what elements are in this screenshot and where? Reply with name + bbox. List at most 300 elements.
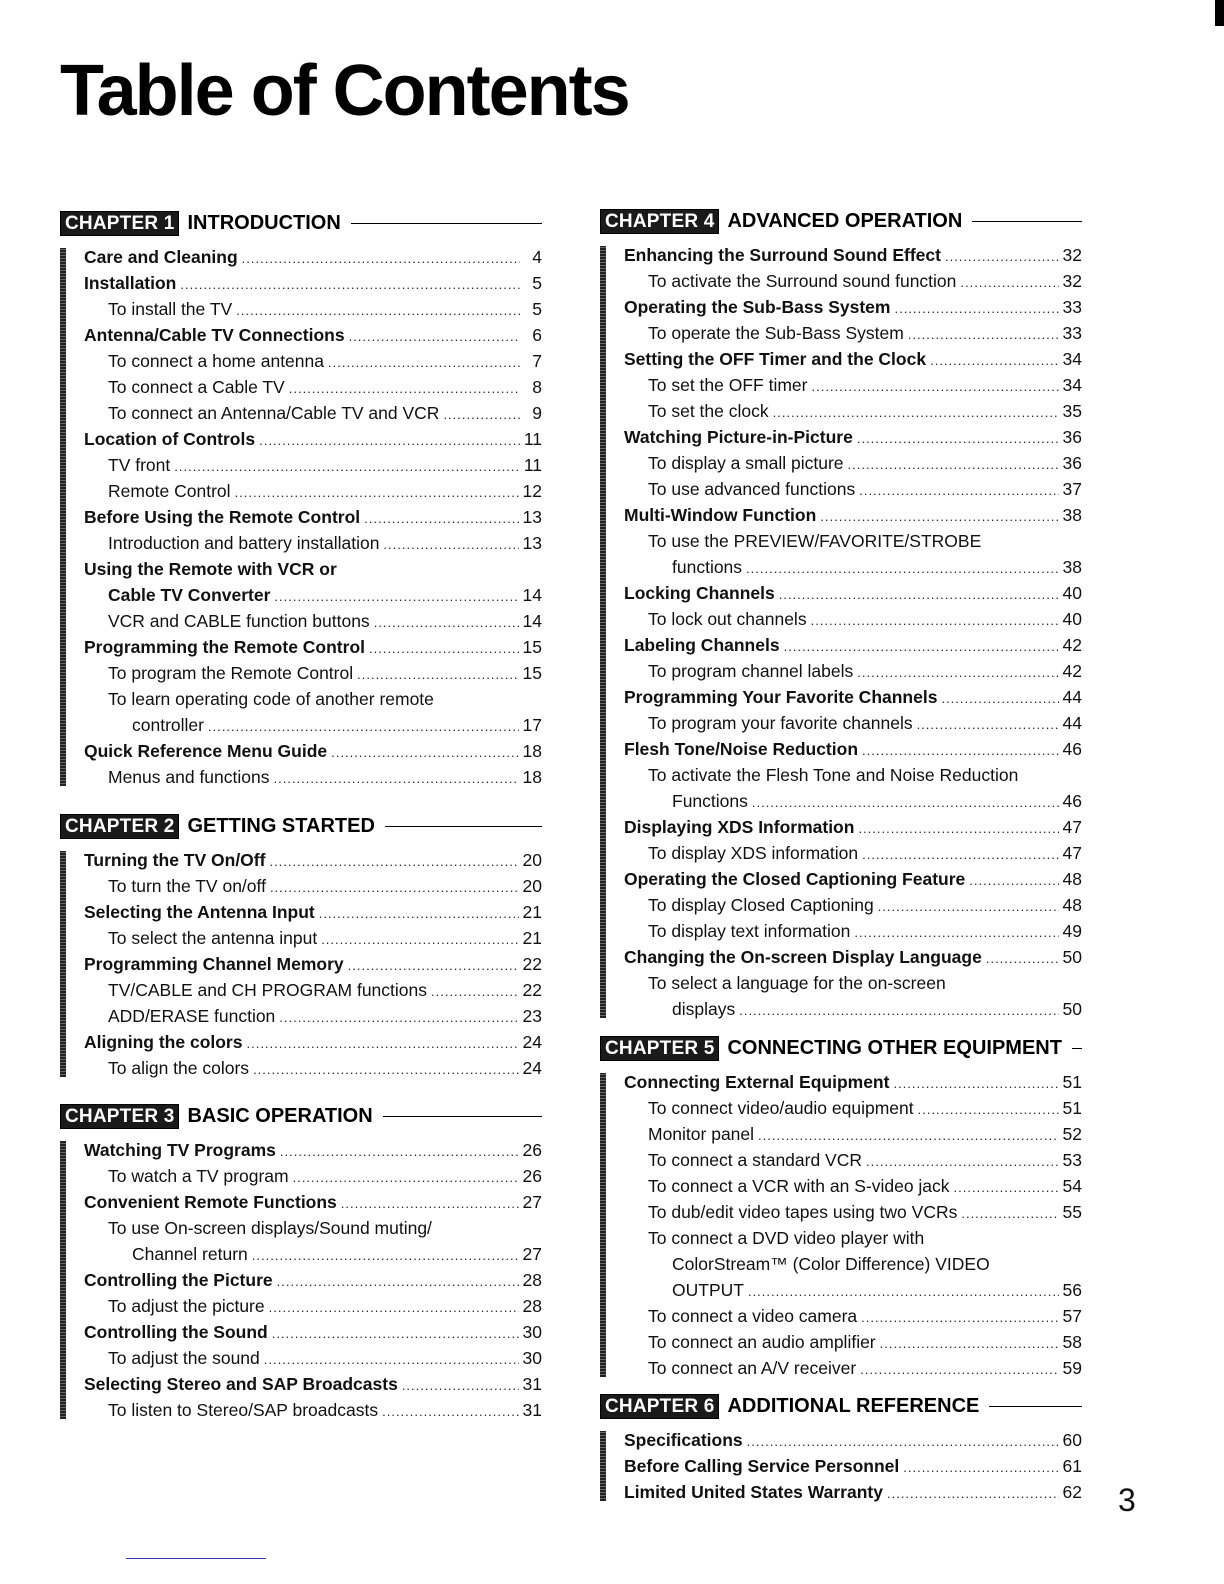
toc-entry[interactable] [624,762,1082,788]
toc-entry-page: 12 [522,481,542,501]
toc-entry[interactable] [624,996,1082,1022]
toc-entry-title: To use the PREVIEW/FAVORITE/STROBE [648,531,982,551]
toc-entry-title: To connect a VCR with an S-video jack [648,1176,950,1196]
toc-entry[interactable] [84,400,542,426]
toc-entry[interactable] [84,1371,542,1397]
dot-leader [811,374,1058,400]
toc-entry-title: To program channel labels [648,661,854,681]
toc-entry[interactable] [84,1055,542,1081]
toc-entry-page: 24 [522,1032,542,1052]
toc-entry[interactable] [84,556,542,582]
toc-entry[interactable] [84,244,542,270]
toc-entry[interactable] [624,1147,1082,1173]
toc-entry-title: To connect an A/V receiver [648,1358,857,1378]
toc-entry-title: Before Using the Remote Control [84,507,361,527]
toc-entry-title: To select a language for the on-screen [648,973,946,993]
toc-entry-title: Selecting Stereo and SAP Broadcasts [84,1374,398,1394]
dot-leader [784,634,1059,660]
chapter-1 [60,210,542,790]
toc-entry[interactable] [624,242,1082,268]
toc-entry[interactable] [84,1397,542,1423]
toc-entry[interactable] [624,1427,1082,1453]
toc-entry[interactable] [624,684,1082,710]
dot-leader [887,1481,1059,1507]
chapter-6 [600,1393,1082,1505]
toc-entry-title: To select the antenna input [108,928,318,948]
dot-leader [264,1347,519,1373]
dot-leader [866,1149,1059,1175]
dot-leader [857,426,1059,452]
dot-leader [861,1305,1058,1331]
toc-entry[interactable] [624,528,1082,554]
toc-entry[interactable] [84,1267,542,1293]
chapter-entries [600,1069,1082,1381]
dot-leader [986,946,1059,972]
toc-entry-page: 18 [522,767,542,787]
toc-entry-page: 46 [1062,739,1082,759]
toc-entry-title: Displaying XDS Information [624,817,855,837]
toc-entry-title: To connect a home antenna [108,351,324,371]
dot-leader [908,322,1059,348]
dot-leader [252,1243,519,1269]
dot-leader [894,296,1058,322]
dot-leader [858,816,1058,842]
toc-entry-page: 53 [1062,1150,1082,1170]
toc-entry[interactable] [624,424,1082,450]
toc-entry[interactable] [624,502,1082,528]
toc-entry-title: Labeling Channels [624,635,780,655]
chapter-badge: CHAPTER 4 [600,209,719,234]
toc-entry-page: 20 [522,850,542,870]
dot-leader [739,998,1058,1024]
toc-entry[interactable] [84,504,542,530]
toc-entry-title: To connect an audio amplifier [648,1332,876,1352]
toc-entry-page: 20 [522,876,542,896]
chapter-entries [60,244,542,790]
toc-entry[interactable] [84,1029,542,1055]
toc-entry-title: To set the clock [648,401,769,421]
toc-entry[interactable] [84,764,542,790]
chapter-entries [60,847,542,1081]
toc-entry-page: 15 [522,637,542,657]
chapter-header [600,1035,1082,1061]
chapter-rule [989,1406,1082,1407]
toc-entry-title: To learn operating code of another remote [108,689,434,709]
toc-entry[interactable] [624,294,1082,320]
dot-leader [174,454,520,480]
toc-entry[interactable] [624,1199,1082,1225]
toc-entry[interactable] [84,296,542,322]
toc-entry[interactable] [84,426,542,452]
dot-leader [364,506,518,532]
dot-leader [383,532,518,558]
toc-entry-page: 33 [1062,297,1082,317]
toc-entry-title: Enhancing the Surround Sound Effect [624,245,941,265]
toc-entry-page: 36 [1062,453,1082,473]
dot-leader [779,582,1059,608]
toc-entry[interactable] [84,660,542,686]
toc-entry[interactable] [84,1137,542,1163]
dot-leader [269,1295,519,1321]
toc-entry-title: Cable TV Converter [108,585,271,605]
toc-entry[interactable] [84,1163,542,1189]
chapter-side-bar [60,851,66,1077]
dot-leader [954,1175,1059,1201]
toc-entry-title: To lock out channels [648,609,807,629]
toc-entry-page: 60 [1062,1430,1082,1450]
toc-entry-title: Programming Your Favorite Channels [624,687,938,707]
toc-entry-page: 47 [1062,817,1082,837]
toc-entry[interactable] [84,374,542,400]
dot-leader [289,376,520,402]
toc-entry-page: 26 [522,1140,542,1160]
chapter-2 [60,813,542,1081]
toc-entry-page: 49 [1062,921,1082,941]
toc-entry[interactable] [84,738,542,764]
dot-leader [443,402,520,428]
toc-entry[interactable] [624,892,1082,918]
toc-entry-title: Programming the Remote Control [84,637,365,657]
toc-entry-title: Quick Reference Menu Guide [84,741,328,761]
toc-entry-title: To turn the TV on/off [108,876,266,896]
dot-leader [862,738,1059,764]
toc-entry-page: 24 [522,1058,542,1078]
toc-entry[interactable] [624,1329,1082,1355]
toc-entry-title: Installation [84,273,177,293]
toc-entry-page: 9 [532,403,542,423]
toc-entry-page: 5 [532,299,542,319]
chapter-title: INTRODUCTION [187,211,341,234]
dot-leader [862,842,1058,868]
toc-entry-title: To set the OFF timer [648,375,808,395]
toc-entry-title: displays [672,999,736,1019]
toc-entry-title: functions [672,557,743,577]
toc-entry-title: To activate the Flesh Tone and Noise Reduction [648,765,1019,785]
toc-entry[interactable] [624,1225,1082,1251]
toc-entry-title: Watching Picture-in-Picture [624,427,853,447]
toc-entry[interactable] [84,925,542,951]
dot-leader [960,270,1058,296]
dot-leader [348,953,519,979]
toc-entry-title: Flesh Tone/Noise Reduction [624,739,859,759]
toc-entry[interactable] [624,840,1082,866]
toc-entry-page: 37 [1062,479,1082,499]
toc-entry-title: To connect video/audio equipment [648,1098,914,1118]
toc-entry[interactable] [624,944,1082,970]
toc-entry-page: 28 [522,1270,542,1290]
toc-entry[interactable] [624,1251,1082,1277]
toc-entry-title: Before Calling Service Personnel [624,1456,900,1476]
toc-entry[interactable] [84,348,542,374]
toc-entry-title: To operate the Sub-Bass System [648,323,904,343]
toc-entry-page: 48 [1062,895,1082,915]
chapter-header [600,1393,1082,1419]
dot-leader [752,790,1059,816]
toc-entry[interactable] [624,1069,1082,1095]
dot-leader [328,350,520,376]
toc-entry[interactable] [624,346,1082,372]
dot-leader [747,1429,1059,1455]
toc-entry-page: 40 [1062,609,1082,629]
toc-entry[interactable] [624,1173,1082,1199]
dot-leader [242,246,520,272]
dot-leader [748,1279,1059,1305]
toc-entry-title: Location of Controls [84,429,256,449]
toc-entry[interactable] [84,686,542,712]
dot-leader [208,714,519,740]
dot-leader [279,1005,518,1031]
dot-leader [331,740,518,766]
toc-entry-title: Specifications [624,1430,743,1450]
toc-entry[interactable] [84,1003,542,1029]
toc-entry[interactable] [84,608,542,634]
toc-entry[interactable] [84,1189,542,1215]
toc-entry[interactable] [624,710,1082,736]
toc-entry-title: Functions [672,791,748,811]
toc-entry-page: 61 [1062,1456,1082,1476]
toc-entry-title: To connect a video camera [648,1306,858,1326]
toc-entry-page: 11 [523,455,542,475]
toc-entry-page: 14 [522,611,542,631]
toc-entry-page: 21 [522,928,542,948]
toc-entry-title: To display text information [648,921,851,941]
toc-entry-page: 26 [522,1166,542,1186]
toc-entry[interactable] [84,1293,542,1319]
toc-entry-page: 22 [522,980,542,1000]
toc-entry-page: 27 [522,1192,542,1212]
toc-entry-title: To display a small picture [648,453,844,473]
chapter-side-bar [600,1431,606,1501]
toc-entry-title: VCR and CABLE function buttons [108,611,370,631]
chapter-title: CONNECTING OTHER EQUIPMENT [727,1036,1062,1059]
toc-entry-title: Menus and functions [108,767,270,787]
toc-entry-page: 5 [532,273,542,293]
toc-entry-title: To display XDS information [648,843,859,863]
dot-leader [180,272,520,298]
toc-entry-page: 6 [532,325,542,345]
toc-entry[interactable] [84,1319,542,1345]
toc-entry-page: 13 [522,507,542,527]
chapter-title: GETTING STARTED [187,814,375,837]
toc-entry[interactable] [624,918,1082,944]
dot-leader [854,920,1058,946]
toc-entry-title: Operating the Sub-Bass System [624,297,891,317]
dot-leader [918,1097,1059,1123]
dot-leader [917,712,1059,738]
dot-leader [274,584,518,610]
dot-leader [941,686,1058,712]
chapter-entries [600,1427,1082,1505]
dot-leader [357,662,518,688]
toc-entry-page: 15 [522,663,542,683]
toc-entry[interactable] [84,712,542,738]
toc-entry[interactable] [84,1241,542,1267]
toc-entry[interactable] [624,814,1082,840]
toc-entry-page: 36 [1062,427,1082,447]
toc-entry-title: To display Closed Captioning [648,895,874,915]
toc-entry-page: 32 [1062,245,1082,265]
toc-entry-title: Selecting the Antenna Input [84,902,315,922]
toc-entry-page: 44 [1062,713,1082,733]
dot-leader [893,1071,1058,1097]
dot-leader [811,608,1059,634]
chapter-3 [60,1103,542,1423]
chapter-side-bar [600,1073,606,1377]
toc-entry[interactable] [624,1303,1082,1329]
toc-entry-title: controller [132,715,204,735]
toc-entry-title: OUTPUT [672,1280,744,1300]
toc-entry[interactable] [624,372,1082,398]
toc-entry[interactable] [624,320,1082,346]
toc-entry-page: 13 [522,533,542,553]
toc-entry-page: 47 [1062,843,1082,863]
toc-entry-title: To connect a standard VCR [648,1150,863,1170]
toc-entry-title: To activate the Surround sound function [648,271,957,291]
toc-entry-title: Convenient Remote Functions [84,1192,337,1212]
toc-entry-page: 58 [1062,1332,1082,1352]
toc-entry[interactable] [84,478,542,504]
toc-entry-title: Monitor panel [648,1124,755,1144]
dot-leader [878,894,1059,920]
toc-entry[interactable] [624,606,1082,632]
toc-entry-page: 59 [1062,1358,1082,1378]
toc-entry[interactable] [84,847,542,873]
toc-entry-page: 18 [522,741,542,761]
toc-entry-title: To install the TV [108,299,233,319]
dot-leader [253,1057,518,1083]
dot-leader [961,1201,1058,1227]
chapter-side-bar [60,248,66,786]
chapter-4 [600,208,1082,1022]
dot-leader [280,1139,519,1165]
dot-leader [859,478,1058,504]
toc-entry[interactable] [624,866,1082,892]
toc-entry[interactable] [624,268,1082,294]
dot-leader [274,766,519,792]
toc-entry[interactable] [624,398,1082,424]
toc-entry-page: 33 [1062,323,1082,343]
toc-entry[interactable] [84,322,542,348]
toc-entry[interactable] [84,582,542,608]
chapter-rule [385,826,542,827]
chapter-5 [600,1035,1082,1381]
dot-leader [246,1031,518,1057]
toc-entry[interactable] [624,1479,1082,1505]
chapter-title: ADDITIONAL REFERENCE [727,1394,980,1417]
toc-entry-page: 21 [522,902,542,922]
dot-leader [402,1373,519,1399]
toc-entry-page: 11 [523,429,542,449]
toc-entry-title: Setting the OFF Timer and the Clock [624,349,927,369]
dot-leader [431,979,519,1005]
dot-leader [259,428,520,454]
chapter-badge: CHAPTER 5 [600,1036,719,1061]
toc-entry[interactable] [624,788,1082,814]
toc-entry[interactable] [624,1121,1082,1147]
toc-entry-title: Aligning the colors [84,1032,243,1052]
toc-entry[interactable] [84,977,542,1003]
dot-leader [880,1331,1059,1357]
toc-entry-page: 34 [1062,349,1082,369]
dot-leader [857,660,1058,686]
toc-entry[interactable] [624,580,1082,606]
chapter-entries [60,1137,542,1423]
toc-entry-page: 17 [522,715,542,735]
toc-entry[interactable] [624,476,1082,502]
toc-entry-page: 55 [1062,1202,1082,1222]
toc-entry[interactable] [84,951,542,977]
toc-entry[interactable] [84,452,542,478]
toc-entry-page: 4 [532,247,542,267]
dot-leader [758,1123,1058,1149]
toc-entry[interactable] [624,1277,1082,1303]
toc-entry[interactable] [624,450,1082,476]
toc-entry[interactable] [84,634,542,660]
toc-entry-page: 8 [532,377,542,397]
toc-entry[interactable] [84,1215,542,1241]
dot-leader [746,556,1058,582]
toc-entry-title: Operating the Closed Captioning Feature [624,869,966,889]
toc-entry[interactable] [624,632,1082,658]
toc-entry[interactable] [624,658,1082,684]
toc-entry-page: 38 [1062,505,1082,525]
toc-entry-title: Locking Channels [624,583,775,603]
page-number: 3 [1118,1482,1136,1518]
toc-entry[interactable] [84,530,542,556]
toc-entry-title: Channel return [132,1244,248,1264]
dot-leader [382,1399,518,1425]
toc-entry-page: 48 [1062,869,1082,889]
toc-entry-title: TV/CABLE and CH PROGRAM functions [108,980,427,1000]
toc-entry-page: 50 [1062,947,1082,967]
toc-entry-page: 7 [532,351,542,371]
toc-entry-title: Care and Cleaning [84,247,238,267]
dot-leader [820,504,1058,530]
toc-entry[interactable] [84,899,542,925]
toc-entry-title: To connect an Antenna/Cable TV and VCR [108,403,440,423]
toc-entry[interactable] [624,1095,1082,1121]
chapter-header [60,210,542,236]
toc-entry-title: To align the colors [108,1058,250,1078]
toc-entry[interactable] [624,970,1082,996]
toc-entry[interactable] [624,1355,1082,1381]
toc-entry-page: 56 [1062,1280,1082,1300]
chapter-header [60,1103,542,1129]
dot-leader [321,927,518,953]
toc-entry-title: Antenna/Cable TV Connections [84,325,345,345]
toc-entry[interactable] [624,736,1082,762]
dot-leader [374,610,519,636]
toc-entry-title: To watch a TV program [108,1166,289,1186]
toc-entry-title: ADD/ERASE function [108,1006,276,1026]
toc-entry-page: 38 [1062,557,1082,577]
chapter-side-bar [600,246,606,1018]
toc-entry[interactable] [84,270,542,296]
toc-entry[interactable] [624,1453,1082,1479]
toc-entry[interactable] [624,554,1082,580]
toc-entry[interactable] [84,1345,542,1371]
chapter-rule [351,223,542,224]
toc-entry-page: 30 [522,1348,542,1368]
toc-entry-page: 46 [1062,791,1082,811]
toc-entry[interactable] [84,873,542,899]
toc-entry-page: 23 [522,1006,542,1026]
chapter-header [60,813,542,839]
toc-entry-page: 51 [1062,1098,1082,1118]
toc-entry-page: 51 [1062,1072,1082,1092]
dot-leader [969,868,1058,894]
toc-entry-page: 42 [1062,635,1082,655]
